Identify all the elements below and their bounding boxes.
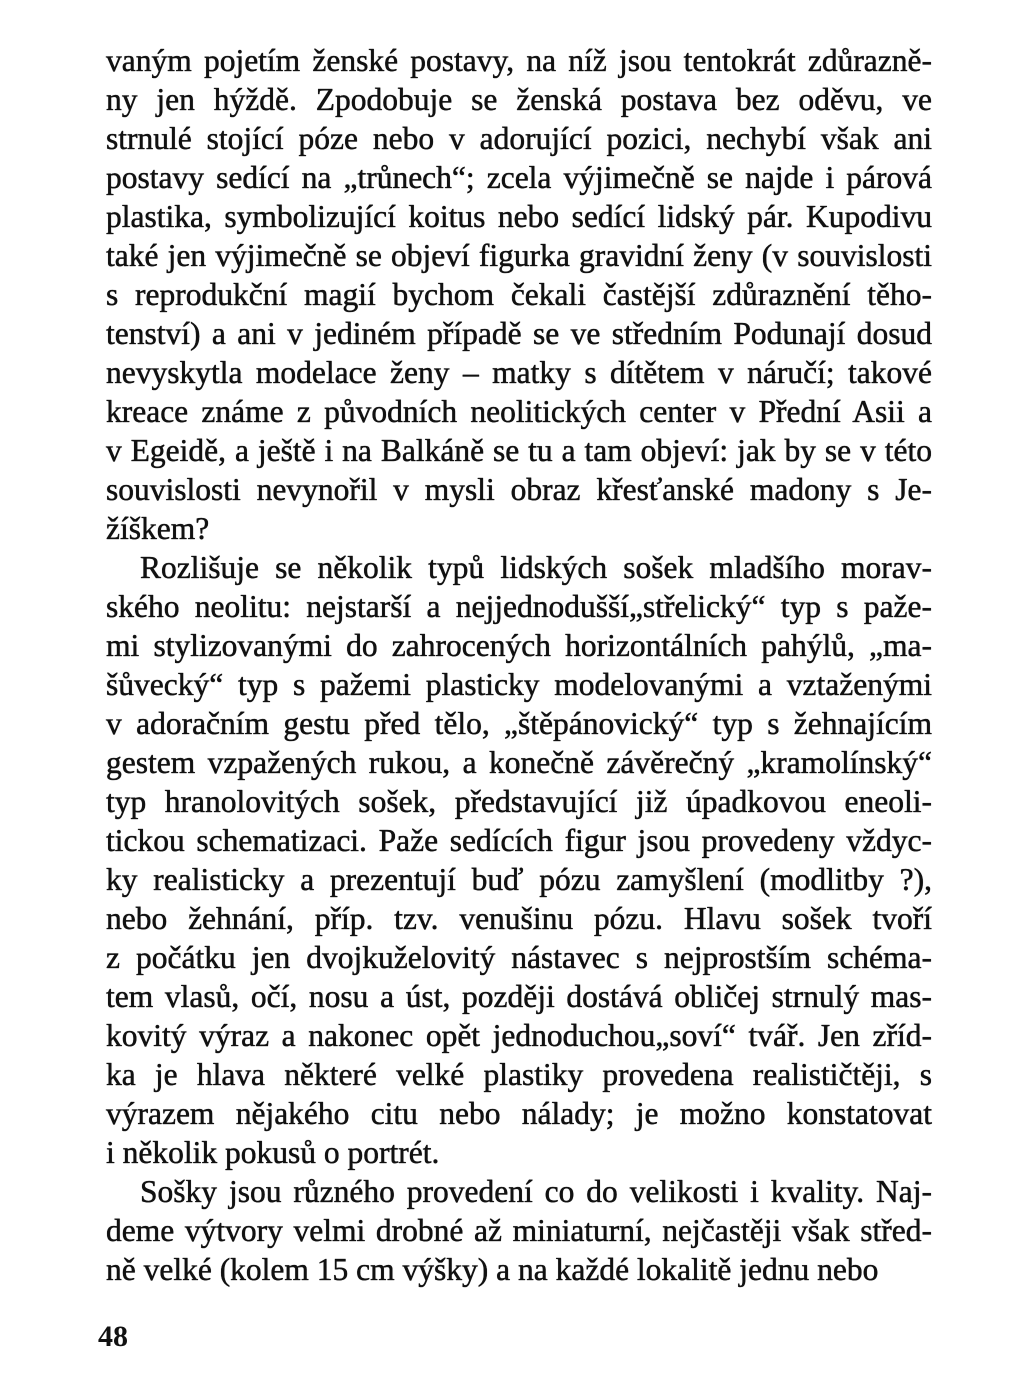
text-line: nevyskytla modelace ženy – matky s dítětem v náručí; takové [106,355,932,390]
paragraph [106,41,932,548]
paragraph [106,548,932,1172]
text-line: tickou schematizaci. Paže sedících figur jsou provedeny vždyc- [106,823,932,858]
text-line: žíškem? [106,511,210,546]
text-line: postavy sedící na „trůnech“; zcela výjimečně se najde i párová [106,160,932,195]
text-line: typ hranolovitých sošek, představující již úpadkovou eneoli- [106,784,932,819]
text-line: kovitý výraz a nakonec opět jednoduchou„soví“ tvář. Jen zříd- [106,1018,932,1053]
text-line: Sošky jsou různého provedení co do velikosti i kvality. Naj- [140,1174,932,1209]
text-line: strnulé stojící póze nebo v adorující pozici, nechybí však ani [106,121,932,156]
text-line: z počátku jen dvojkuželovitý nástavec s nejprostším schéma- [106,940,932,975]
text-line: výrazem nějakého citu nebo nálady; je možno konstatovat [106,1096,932,1131]
text-line: ny jen hýždě. Zpodobuje se ženská postava bez oděvu, ve [106,82,932,117]
text-line: deme výtvory velmi drobné až miniaturní, nejčastěji však střed- [106,1213,932,1248]
text-line: také jen výjimečně se objeví figurka gravidní ženy (v souvislosti [106,238,932,273]
text-line: tem vlasů, očí, nosu a úst, později dostává obličej strnulý mas- [106,979,932,1014]
text-line: s reprodukční magií bychom čekali častější zdůraznění těho- [106,277,932,312]
text-line: souvislosti nevynořil v mysli obraz křesťanské madony s Je- [106,472,932,507]
paragraph [106,1172,932,1289]
text-line: ky realisticky a prezentují buď pózu zamyšlení (modlitby ?), [106,862,932,897]
text-line: plastika, symbolizující koitus nebo sedící lidský pár. Kupodivu [106,199,932,234]
text-line: ského neolitu: nejstarší a nejjednodušší„střelický“ typ s paže- [106,589,932,624]
text-line: ně velké (kolem 15 cm výšky) a na každé lokalitě jednu nebo [106,1252,879,1287]
text-line: mi stylizovanými do zahrocených horizontálních pahýlů, „ma- [106,628,932,663]
text-line: v Egeidě, a ještě i na Balkáně se tu a tam objeví: jak by se v této [106,433,932,468]
body-text [106,41,932,1289]
text-line: i několik pokusů o portrét. [106,1135,440,1170]
text-line: kreace známe z původních neolitických center v Přední Asii a [106,394,932,429]
text-line: v adoračním gestu před tělo, „štěpánovický“ typ s žehnajícím [106,706,932,741]
text-line: Rozlišuje se několik typů lidských sošek mladšího morav- [140,550,932,585]
text-line: gestem vzpažených rukou, a konečně závěrečný „kramolínský“ [106,745,932,780]
text-line: ka je hlava některé velké plastiky provedena realističtěji, s [106,1057,932,1092]
text-line: nebo žehnání, příp. tzv. venušinu pózu. Hlavu sošek tvoří [106,901,932,936]
text-line: vaným pojetím ženské postavy, na níž jsou tentokrát zdůrazně- [106,43,932,78]
text-line: šůvecký“ typ s pažemi plasticky modelovanými a vztaženými [106,667,932,702]
text-line: tenství) a ani v jediném případě se ve středním Podunají dosud [106,316,932,351]
page-number: 48 [98,1320,128,1353]
